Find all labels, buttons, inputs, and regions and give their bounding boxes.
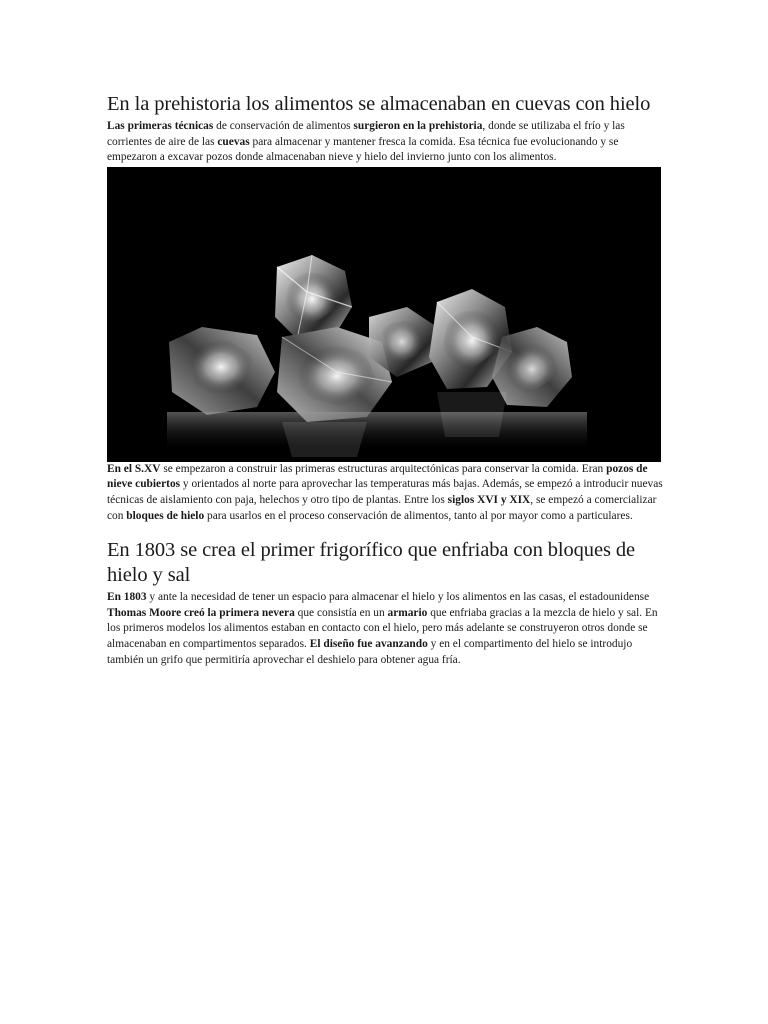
bold-text-run: surgieron en la prehistoria <box>353 120 483 132</box>
text-run: , se empezó a comercializar con <box>107 493 657 522</box>
bold-text-run: armario <box>387 606 428 619</box>
text-run: de conservación de alimentos <box>213 120 354 132</box>
ice-cubes-photo <box>107 167 661 462</box>
bold-text-run: Thomas Moore creó la primera nevera <box>107 606 295 619</box>
paragraph-1803 <box>107 590 663 668</box>
text-run: y orientados al norte para aprovechar las temperaturas más bajas. Además, se empezó a introducir nuevas técnicas de aislamiento con paja, helechos y otro tipo de plantas. Entre los <box>107 478 663 506</box>
paragraph-siglo-xv <box>107 462 663 524</box>
bold-text-run: En el S.XV <box>107 462 161 475</box>
text-run: y en el compartimento del hielo se introdujo también un grifo que permitiría aprovechar el deshielo para obtener agua fría. <box>107 637 633 666</box>
section-title-prehistoria: En la prehistoria los alimentos se almacenaban en cuevas con hielo <box>107 93 651 115</box>
section-title-1803: En 1803 se crea el primer frigorífico que enfriaba con bloques de hielo y sal <box>107 539 635 587</box>
text-run: que enfriaba gracias a la mezcla de hielo y sal. En los primeros modelos los alimentos estaban en contacto con el hielo, pero más adelante se construyeron otros donde se almacenaban en compartimentos separados. <box>107 606 658 650</box>
bold-text-run: bloques de hielo <box>126 509 205 522</box>
bold-text-run: En 1803 <box>107 591 147 604</box>
text-run: y ante la necesidad de tener un espacio para almacenar el hielo y los alimentos en las casas, el estadounidense <box>146 591 650 604</box>
text-run: se empezaron a construir las primeras estructuras arquitectónicas para conservar la comida. Eran <box>160 462 607 475</box>
text-run: que consistía en un <box>294 606 388 619</box>
paragraph-prehistoria <box>107 119 663 166</box>
text-run: para usarlos en el proceso conservación de alimentos, tanto al por mayor como a particulares. <box>204 509 633 522</box>
bold-text-run: siglos XVI y XIX <box>447 493 531 506</box>
bold-text-run: El diseño fue avanzando <box>309 637 428 650</box>
text-run: , donde se utilizaba el frío y las corrientes de aire de las <box>107 120 625 148</box>
bold-text-run: pozos de nieve cubiertos <box>107 462 648 491</box>
document-page <box>107 90 663 668</box>
bold-text-run: cuevas <box>217 135 250 148</box>
text-run: para almacenar y mantener fresca la comida. Esa técnica fue evolucionando y se empezaron a excavar pozos donde almacenaban nieve y hielo del invierno junto con los alimentos. <box>107 135 619 164</box>
bold-text-run: Las primeras técnicas <box>107 120 214 132</box>
